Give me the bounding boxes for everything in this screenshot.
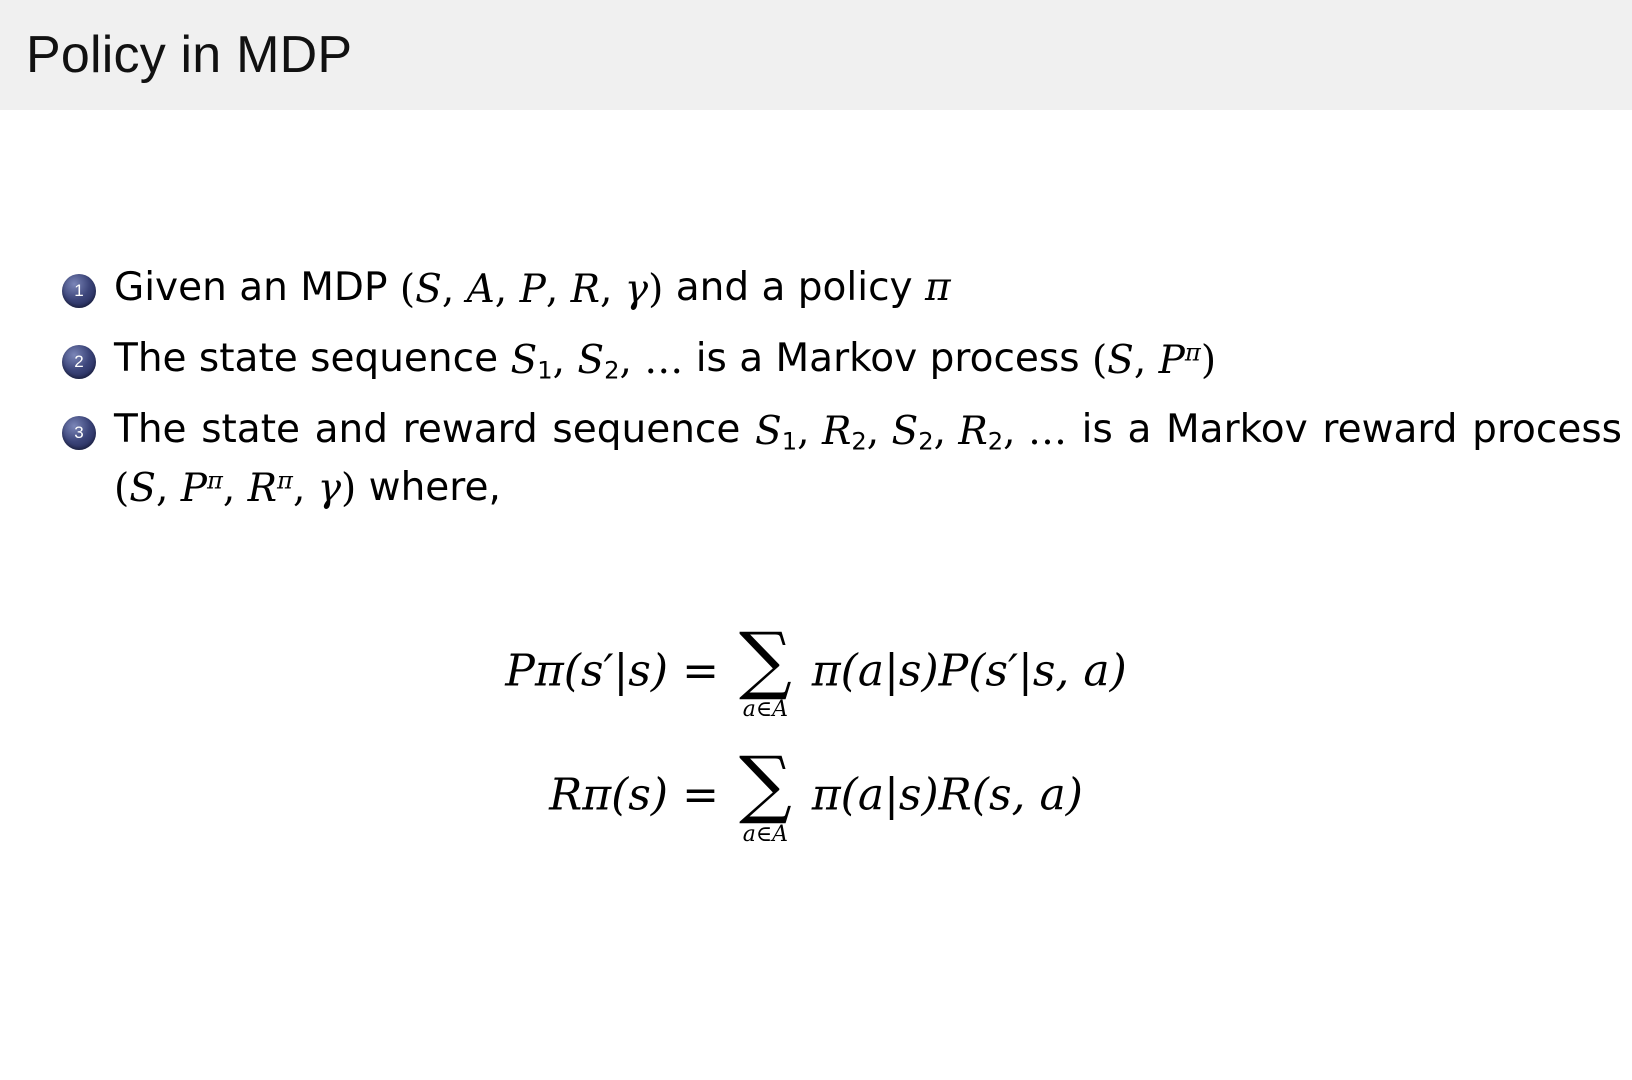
list-item-text-2 [114, 331, 1622, 388]
comma: , [552, 338, 578, 383]
comma: , [155, 466, 181, 512]
list-item-text-3 [114, 402, 1622, 516]
equation-2-rhs: π(a|s)R(s, a) [811, 769, 1083, 821]
sub-1: 1 [537, 356, 553, 385]
equation-1-rhs: π(a|s)P(s′|s, a) [811, 645, 1127, 697]
equation-1-equals: = [682, 645, 719, 697]
equation-2-lhs: Rπ(s) [549, 769, 669, 821]
symbol-S: S [129, 466, 156, 512]
item3-mid: is a Markov reward process [1081, 407, 1622, 453]
comma: , [494, 266, 520, 312]
symbol-S: S [415, 266, 442, 312]
symbol-R2b: R [958, 409, 988, 455]
item3-lead: The state and reward sequence [114, 407, 741, 453]
comma: , [600, 266, 625, 312]
symbol-A: A [466, 266, 495, 312]
comma: , [441, 266, 467, 312]
symbol-pi: π [925, 265, 951, 310]
paren-open: ( [114, 466, 130, 512]
list-item [62, 402, 1622, 516]
comma: , [1133, 338, 1159, 383]
list-item-number-3: 3 [62, 416, 96, 450]
symbol-S2: S [577, 338, 605, 383]
sup-pi: π [206, 466, 223, 495]
list-item-number-1: 1 [62, 274, 96, 308]
ellipsis: , … [1003, 409, 1067, 455]
slide-title-bar [0, 0, 1632, 110]
paren-open: ( [399, 266, 416, 312]
list-item-text-1 [114, 260, 1622, 317]
sum-limit: a∈A [742, 697, 788, 723]
paren-close: ) [648, 266, 664, 312]
symbol-gamma: γ [624, 266, 649, 312]
summation-1 [738, 617, 792, 723]
sub-2: 2 [851, 427, 867, 456]
ellipsis: , … [619, 338, 684, 383]
item3-seq [755, 404, 1067, 459]
equation-p-pi [505, 617, 1127, 723]
equation-2-equals: = [682, 769, 719, 821]
list-item [62, 260, 1622, 317]
equation-block [0, 617, 1632, 879]
enumerated-list [62, 260, 1622, 531]
item1-tail: and a policy [675, 265, 913, 310]
item2-mid: is a Markov process [695, 336, 1080, 382]
sigma-symbol: ∑ [738, 617, 792, 703]
paren-close: ) [341, 466, 357, 512]
symbol-gamma: γ [317, 466, 342, 512]
symbol-R2: R [821, 409, 852, 455]
page-title: Policy in MDP [26, 26, 353, 84]
sum-limit: a∈A [742, 821, 788, 847]
comma: , [222, 466, 248, 512]
symbol-S2: S [891, 409, 919, 455]
item2-lead: The state sequence [114, 336, 499, 382]
equation-1-lhs: Pπ(s′|s) [505, 645, 669, 697]
symbol-R: R [570, 266, 600, 312]
item3-tuple [114, 461, 356, 516]
sigma-symbol: ∑ [738, 741, 792, 828]
comma: , [933, 409, 959, 455]
symbol-P: P [180, 466, 207, 512]
sup-pi: π [1184, 338, 1201, 367]
comma: , [866, 409, 892, 455]
item2-tuple [1092, 333, 1216, 388]
symbol-P: P [1158, 338, 1185, 383]
symbol-S1: S [510, 338, 538, 383]
list-item [62, 331, 1622, 388]
sup-pi: π [277, 466, 293, 495]
item1-tuple [400, 262, 663, 317]
symbol-P: P [519, 266, 546, 312]
comma: , [797, 409, 822, 455]
item3-tail: where, [368, 464, 501, 510]
comma: , [292, 466, 318, 512]
sub-3: 2 [918, 427, 934, 456]
list-item-number-2: 2 [62, 345, 96, 379]
item2-state-seq [510, 333, 683, 388]
paren-close: ) [1200, 338, 1217, 383]
comma: , [545, 266, 571, 312]
paren-open: ( [1091, 338, 1108, 383]
symbol-S: S [1107, 338, 1134, 383]
symbol-S1: S [755, 409, 782, 455]
summation-2 [738, 741, 792, 847]
sub-2: 2 [604, 356, 620, 385]
slide-body [0, 110, 1632, 1080]
sub-4: 2 [987, 427, 1004, 456]
equation-r-pi [549, 741, 1083, 847]
item1-lead: Given an MDP [114, 265, 388, 310]
symbol-R: R [247, 466, 278, 512]
sub-1: 1 [781, 427, 798, 456]
